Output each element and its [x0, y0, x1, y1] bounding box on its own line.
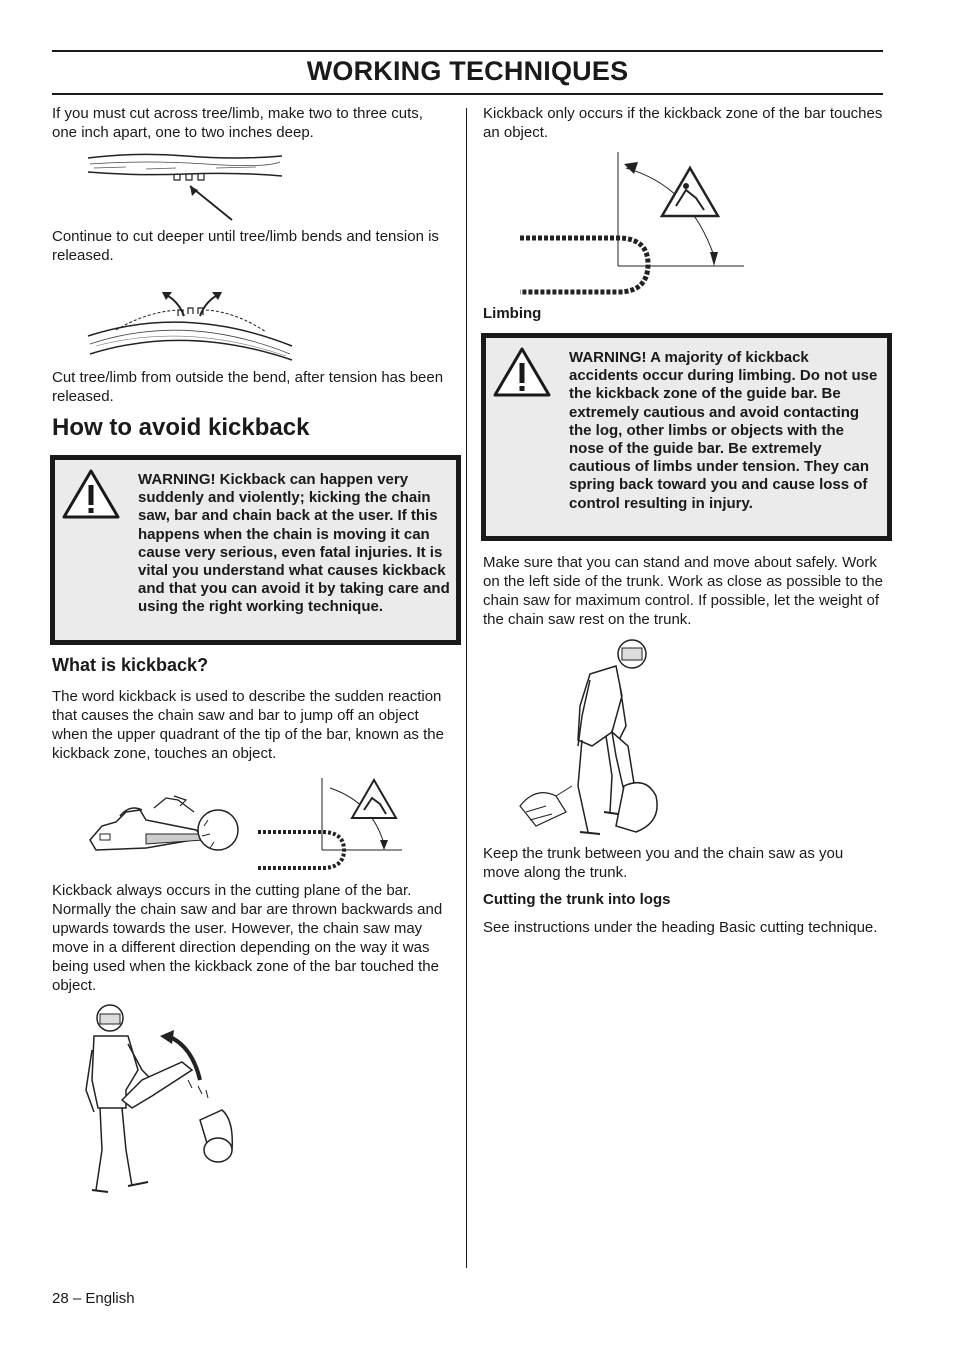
header-top-rule — [52, 50, 883, 52]
chainsaw-kickback-illustration — [86, 790, 246, 860]
warning-box-kickback — [50, 455, 461, 645]
warning-triangle-icon — [61, 468, 121, 520]
header-bottom-rule — [52, 93, 883, 95]
page-title: WORKING TECHNIQUES — [306, 56, 629, 86]
paragraph-see-instructions: See instructions under the heading Basic cutting technique. — [483, 919, 878, 936]
column-divider — [466, 108, 467, 1268]
paragraph-kickback-zone: Kickback only occurs if the kickback zone of the bar touches an object. — [483, 105, 883, 141]
paragraph-stand-safely: Make sure that you can stand and move about safely. Work on the left side of the trunk. Work as close as possible to the chain saw for maximum control. If possible, let the weight of the chain saw rest on the trunk. — [483, 554, 883, 628]
warning-triangle-icon — [492, 346, 552, 398]
paragraph-cut-deeper: Continue to cut deeper until tree/limb bends and tension is released. — [52, 228, 439, 264]
paragraph-keep-trunk: Keep the trunk between you and the chain saw as you move along the trunk. — [483, 845, 844, 881]
log-cuts-illustration — [86, 150, 286, 222]
page-number: 28 – English — [52, 1290, 135, 1307]
heading-what-is-kickback: What is kickback? — [52, 655, 209, 675]
paragraph-kickback-definition: The word kickback is used to describe the sudden reaction that causes the chain saw and bar to jump off an object when the upper quadrant of the tip of the bar, known as the kickback zone, touches an object. — [52, 688, 444, 762]
heading-avoid-kickback: How to avoid kickback — [52, 414, 310, 441]
caption-limbing: Limbing — [483, 305, 542, 322]
warning-text-kickback: WARNING! Kickback can happen very suddenly and violently; kicking the chain saw, bar and chain back at the user. If this happens when the chain is moving it can cause very serious, even fatal injuries. It is vital you understand what causes kickback and that you can avoid it by taking care and using the right working technique. — [138, 471, 450, 616]
caption-cutting-logs: Cutting the trunk into logs — [483, 891, 671, 908]
bar-kickback-diagram-large — [518, 150, 748, 300]
bent-log-illustration — [86, 286, 296, 364]
paragraph-cut-outside: Cut tree/limb from outside the bend, after tension has been released. — [52, 369, 444, 405]
paragraph-cut-across: If you must cut across tree/limb, make two to three cuts, one inch apart, one to two inches deep. — [52, 105, 423, 141]
warning-box-limbing — [481, 333, 892, 541]
bar-kickback-zone-diagram — [256, 774, 406, 874]
person-kickback-illustration — [82, 1000, 242, 1200]
warning-text-limbing: WARNING! A majority of kickback accidents occur during limbing. Do not use the kickback zone of the guide bar. Be extremely cautious and avoid contacting the log, other limbs or objects with the nose of the guide bar. Be extremely cautious of limbs under tension. They can spring back toward you and cause loss of control resulting in injury. — [569, 349, 878, 512]
person-limbing-illustration — [516, 636, 666, 842]
paragraph-cutting-plane: Kickback always occurs in the cutting plane of the bar. Normally the chain saw and bar are thrown backwards and upwards towards the user. However, the chain saw may move in a different direction depending on the way it was being used when the kickback zone of the bar touched the object. — [52, 882, 443, 994]
